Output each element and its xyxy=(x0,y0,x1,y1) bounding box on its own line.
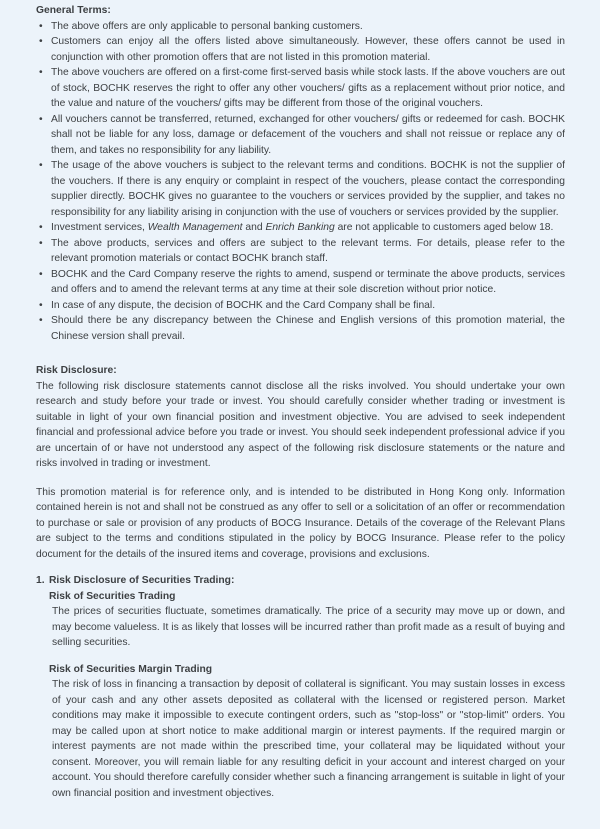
bullet-icon: • xyxy=(39,20,43,32)
bullet-icon: • xyxy=(39,160,43,171)
bullet-item xyxy=(36,65,565,112)
subsection-heading: Risk of Securities Margin Trading xyxy=(49,663,213,675)
bullet-item xyxy=(36,158,565,220)
subsection-body: The risk of loss in financing a transaction by deposit of collateral is significant. You may sustain losses in excess of your cash and any other assets deposited as collateral with the licensed or registered person. Market conditions may make it impossible to execute contingent orders, such as "stop-loss" or "stop-limit" orders. You may be called upon at short notice to make additional margin or interest payments. If the required margin or interest payments are not made within the prescribed time, your collateral may be liquidated without your consent. Moreover, you will remain liable for any resulting deficit in your account and interest charged on your account. You should therefore carefully consider whether such a financing arrangement is suitable in light of your own financial position and investment objectives. xyxy=(52,679,565,799)
bullet-item xyxy=(36,298,565,314)
bullet-item xyxy=(36,34,565,65)
risk-disclosure-paragraph-1: The following risk disclosure statements cannot disclose all the risks involved. You should undertake your own research and study before your trade or invest. You should carefully consider whether trading or investment is suitable in light of your own financial position and investment objective. You are advised to seek independent financial and professional advice before you trade or invest. You should seek independent professional advice if you are uncertain of or have not understood any aspect of the following risk disclosure statements or the nature and risks involved in trading or investment. xyxy=(36,380,565,469)
section-heading: Risk Disclosure of Securities Trading: xyxy=(49,575,235,586)
bullet-text: Customers can enjoy all the offers listed above simultaneously. However, these offers cannot be used in conjunction with other promotion offers that are not listed in this promotion material. xyxy=(51,36,565,63)
subsection-body: The prices of securities fluctuate, sometimes dramatically. The price of a security may move up or down, and may become valueless. It is as likely that losses will be incurred rather than profit made as a result of buying and selling securities. xyxy=(52,606,565,648)
subsection-heading: Risk of Securities Trading xyxy=(49,590,176,602)
general-terms-list xyxy=(36,19,565,345)
subsection-securities-margin-trading xyxy=(49,662,565,802)
bullet-text: The above offers are only applicable to personal banking customers. xyxy=(51,20,363,32)
bullet-item xyxy=(36,112,565,159)
bullet-item xyxy=(36,313,565,344)
bullet-icon: • xyxy=(39,113,43,125)
section-number: 1. xyxy=(36,575,45,586)
bullet-text: Should there be any discrepancy between the Chinese and English versions of this promotion material, the Chinese version shall prevail. xyxy=(51,315,565,342)
bullet-item xyxy=(36,267,565,298)
bullet-icon: • xyxy=(39,299,43,311)
bullet-item xyxy=(36,19,565,35)
bullet-text: The above vouchers are offered on a first-come first-served basis while stock lasts. If the above vouchers are out of stock, BOCHK reserves the right to offer any other vouchers/ gifts as a replacement without prior notice, and the value and nature of the vouchers/ gifts may be different from those of the original vouchers. xyxy=(51,67,565,109)
general-terms-heading: General Terms: xyxy=(36,5,111,16)
risk-disclosure-section xyxy=(36,363,565,562)
bullet-icon: • xyxy=(39,36,43,47)
bullet-item xyxy=(36,220,565,236)
bullet-text: The above products, services and offers are subject to the relevant terms. For details, please refer to the relevant promotion materials or contact BOCHK branch staff. xyxy=(51,237,565,264)
risk-disclosure-heading: Risk Disclosure: xyxy=(36,365,117,376)
bullet-text: Investment services, Wealth Management and Enrich Banking are not applicable to customers aged below 18. xyxy=(51,222,554,233)
bullet-text: All vouchers cannot be transferred, returned, exchanged for other vouchers/ gifts or redeemed for cash. BOCHK shall not be liable for any loss, damage or defacement of the vouchers and shall not reissue or replace any of them, and takes no responsibility for any liability. xyxy=(51,113,565,156)
bullet-icon: • xyxy=(39,237,43,249)
section-heading-row xyxy=(36,573,565,589)
bullet-icon: • xyxy=(39,67,43,78)
bullet-text: In case of any dispute, the decision of BOCHK and the Card Company shall be final. xyxy=(51,299,436,311)
securities-subsections xyxy=(49,589,565,802)
bullet-text: The usage of the above vouchers is subject to the relevant terms and conditions. BOCHK is not the supplier of the vouchers. If there is any enquiry or complaint in respect of the vouchers, please contact the corresponding supplier directly. BOCHK gives no guarantee to the vouchers or services provided by the supplier, and takes no responsibility for any liability arising in conjunction with the use of vouchers or services provided by the supplier. xyxy=(51,160,565,218)
securities-trading-section xyxy=(36,573,565,801)
bullet-icon: • xyxy=(39,222,43,233)
bullet-icon: • xyxy=(39,315,43,326)
risk-disclosure-paragraph-2: This promotion material is for reference only, and is intended to be distributed in Hong Kong only. Information contained herein is not and shall not be construed as any offer to sell or a solicitation of an offer or recommendation to purchase or sale or provision of any products of BOCG Insurance. Details of the coverage of the Relevant Plans are subject to the terms and conditions stipulated in the policy by BOCG Insurance. Please refer to the policy document for the details of the insured items and coverage, provisions and exclusions. xyxy=(36,486,565,560)
subsection-securities-trading xyxy=(49,589,565,651)
bullet-item xyxy=(36,236,565,267)
general-terms-section xyxy=(36,3,565,344)
bullet-text: BOCHK and the Card Company reserve the rights to amend, suspend or terminate the above products, services and offers and to amend the relevant terms at any time at their sole discretion without prior notice. xyxy=(51,268,565,295)
bullet-icon: • xyxy=(39,268,43,280)
